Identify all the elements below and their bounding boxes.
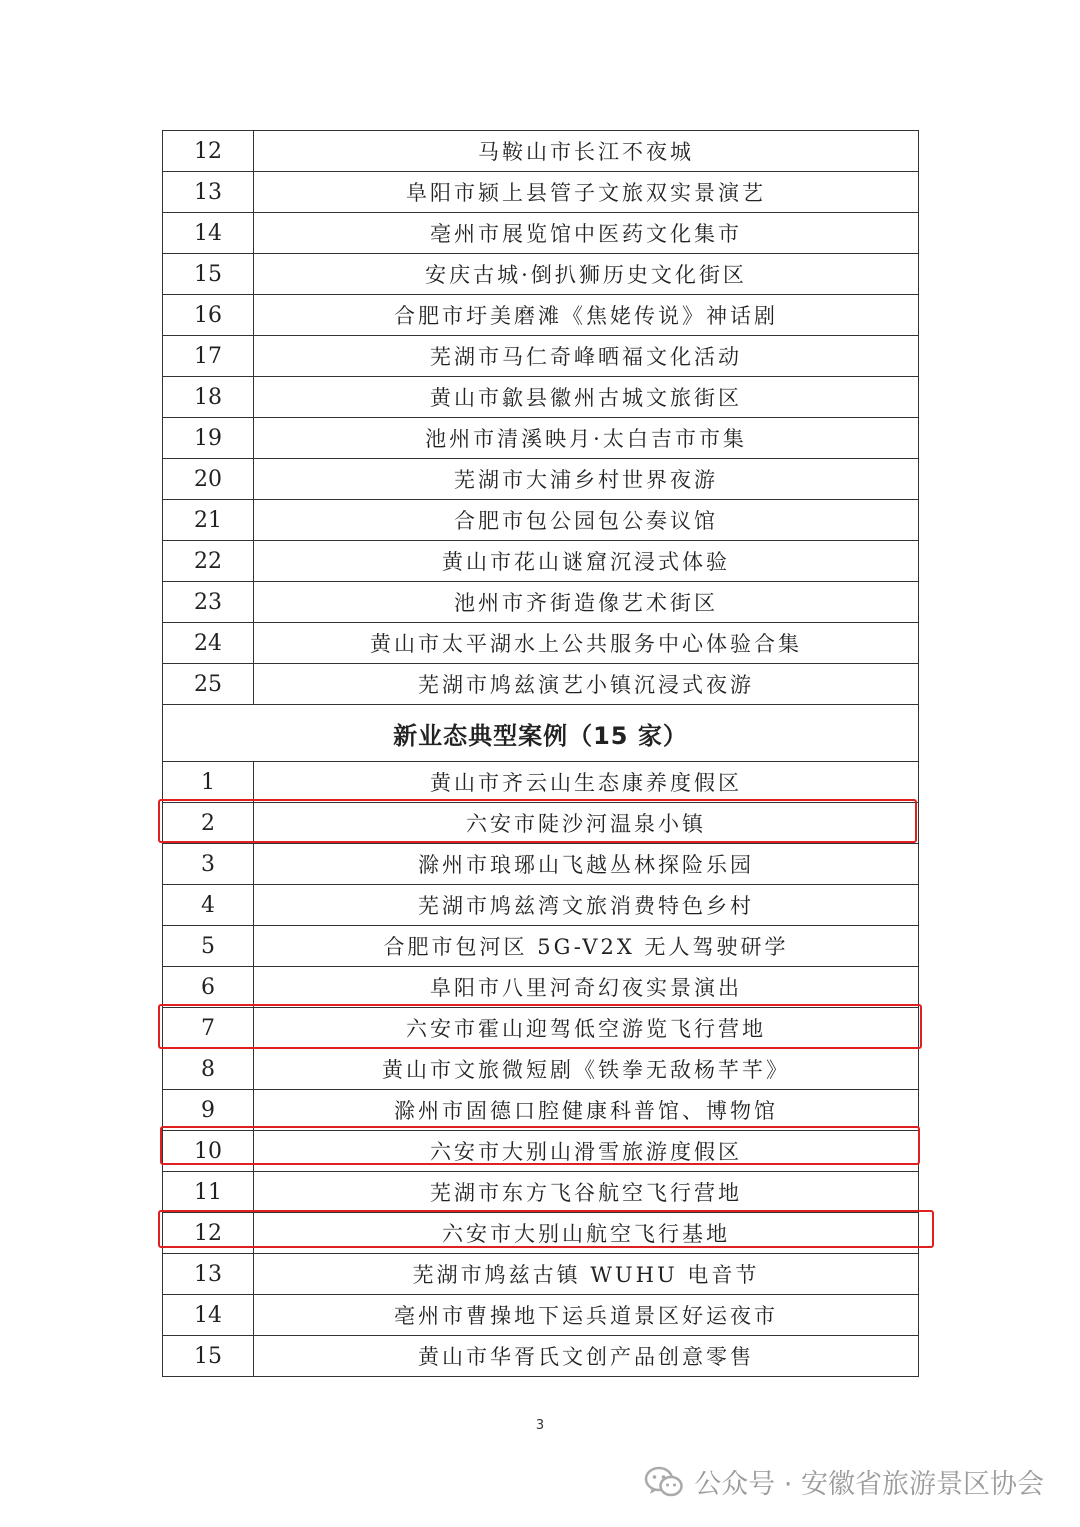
case-list-table xyxy=(162,130,919,1377)
row-number: 2 xyxy=(163,803,254,844)
row-name: 芜湖市鸠兹古镇 WUHU 电音节 xyxy=(254,1254,919,1295)
section-header-row xyxy=(163,705,919,762)
row-name: 黄山市文旅微短剧《铁拳无敌杨芊芊》 xyxy=(254,1049,919,1090)
row-name: 六安市大别山滑雪旅游度假区 xyxy=(254,1131,919,1172)
table-row xyxy=(163,762,919,803)
table-row xyxy=(163,1295,919,1336)
row-name: 合肥市圩美磨滩《焦姥传说》神话剧 xyxy=(254,295,919,336)
row-name: 芜湖市鸠兹演艺小镇沉浸式夜游 xyxy=(254,664,919,705)
row-name: 阜阳市颍上县管子文旅双实景演艺 xyxy=(254,172,919,213)
row-name: 池州市齐街造像艺术街区 xyxy=(254,582,919,623)
row-number: 4 xyxy=(163,885,254,926)
table-row xyxy=(163,213,919,254)
row-number: 5 xyxy=(163,926,254,967)
row-name: 芜湖市大浦乡村世界夜游 xyxy=(254,459,919,500)
table-row xyxy=(163,664,919,705)
row-name: 滁州市固德口腔健康科普馆、博物馆 xyxy=(254,1090,919,1131)
row-number: 12 xyxy=(163,1213,254,1254)
row-number: 17 xyxy=(163,336,254,377)
row-number: 25 xyxy=(163,664,254,705)
row-number: 20 xyxy=(163,459,254,500)
table-row xyxy=(163,418,919,459)
row-name: 阜阳市八里河奇幻夜实景演出 xyxy=(254,967,919,1008)
row-number: 14 xyxy=(163,1295,254,1336)
row-name: 滁州市琅琊山飞越丛林探险乐园 xyxy=(254,844,919,885)
row-number: 6 xyxy=(163,967,254,1008)
table-row xyxy=(163,844,919,885)
table-row xyxy=(163,1336,919,1377)
row-name: 六安市陡沙河温泉小镇 xyxy=(254,803,919,844)
row-name: 六安市大别山航空飞行基地 xyxy=(254,1213,919,1254)
row-number: 13 xyxy=(163,1254,254,1295)
row-name: 黄山市太平湖水上公共服务中心体验合集 xyxy=(254,623,919,664)
row-number: 3 xyxy=(163,844,254,885)
row-number: 1 xyxy=(163,762,254,803)
row-number: 8 xyxy=(163,1049,254,1090)
table-row xyxy=(163,459,919,500)
row-number: 13 xyxy=(163,172,254,213)
table-row xyxy=(163,377,919,418)
row-number: 18 xyxy=(163,377,254,418)
row-number: 22 xyxy=(163,541,254,582)
row-number: 12 xyxy=(163,131,254,172)
section-title: 新业态典型案例（15 家） xyxy=(163,705,919,762)
row-name: 安庆古城·倒扒狮历史文化街区 xyxy=(254,254,919,295)
table-row xyxy=(163,967,919,1008)
row-number: 15 xyxy=(163,1336,254,1377)
row-number: 16 xyxy=(163,295,254,336)
table-row xyxy=(163,1213,919,1254)
table-row xyxy=(163,541,919,582)
row-name: 六安市霍山迎驾低空游览飞行营地 xyxy=(254,1008,919,1049)
table-row xyxy=(163,254,919,295)
table-row xyxy=(163,131,919,172)
row-number: 7 xyxy=(163,1008,254,1049)
table-row xyxy=(163,295,919,336)
row-name: 合肥市包河区 5G-V2X 无人驾驶研学 xyxy=(254,926,919,967)
row-number: 23 xyxy=(163,582,254,623)
row-name: 池州市清溪映月·太白吉市市集 xyxy=(254,418,919,459)
row-name: 芜湖市鸠兹湾文旅消费特色乡村 xyxy=(254,885,919,926)
table-row xyxy=(163,1254,919,1295)
row-name: 黄山市齐云山生态康养度假区 xyxy=(254,762,919,803)
row-name: 芜湖市马仁奇峰晒福文化活动 xyxy=(254,336,919,377)
table-row xyxy=(163,803,919,844)
row-number: 9 xyxy=(163,1090,254,1131)
row-number: 11 xyxy=(163,1172,254,1213)
table-row xyxy=(163,582,919,623)
row-number: 15 xyxy=(163,254,254,295)
row-name: 黄山市华胥氏文创产品创意零售 xyxy=(254,1336,919,1377)
row-name: 马鞍山市长江不夜城 xyxy=(254,131,919,172)
row-number: 19 xyxy=(163,418,254,459)
table-row xyxy=(163,926,919,967)
row-name: 亳州市展览馆中医药文化集市 xyxy=(254,213,919,254)
row-number: 24 xyxy=(163,623,254,664)
table-row xyxy=(163,500,919,541)
row-name: 黄山市花山谜窟沉浸式体验 xyxy=(254,541,919,582)
table-row xyxy=(163,172,919,213)
row-number: 21 xyxy=(163,500,254,541)
table-row xyxy=(163,336,919,377)
footer-text: 公众号 · 安徽省旅游景区协会 xyxy=(694,1469,1044,1500)
table-row xyxy=(163,1090,919,1131)
footer-watermark xyxy=(644,1462,1044,1501)
table-row xyxy=(163,623,919,664)
row-name: 黄山市歙县徽州古城文旅街区 xyxy=(254,377,919,418)
page-number: 3 xyxy=(535,1418,545,1433)
row-name: 合肥市包公园包公奏议馆 xyxy=(254,500,919,541)
wechat-icon xyxy=(644,1465,684,1499)
table-row xyxy=(163,885,919,926)
table-row xyxy=(163,1172,919,1213)
table-row xyxy=(163,1131,919,1172)
row-name: 芜湖市东方飞谷航空飞行营地 xyxy=(254,1172,919,1213)
table-row xyxy=(163,1008,919,1049)
row-number: 10 xyxy=(163,1131,254,1172)
row-name: 亳州市曹操地下运兵道景区好运夜市 xyxy=(254,1295,919,1336)
row-number: 14 xyxy=(163,213,254,254)
table-row xyxy=(163,1049,919,1090)
